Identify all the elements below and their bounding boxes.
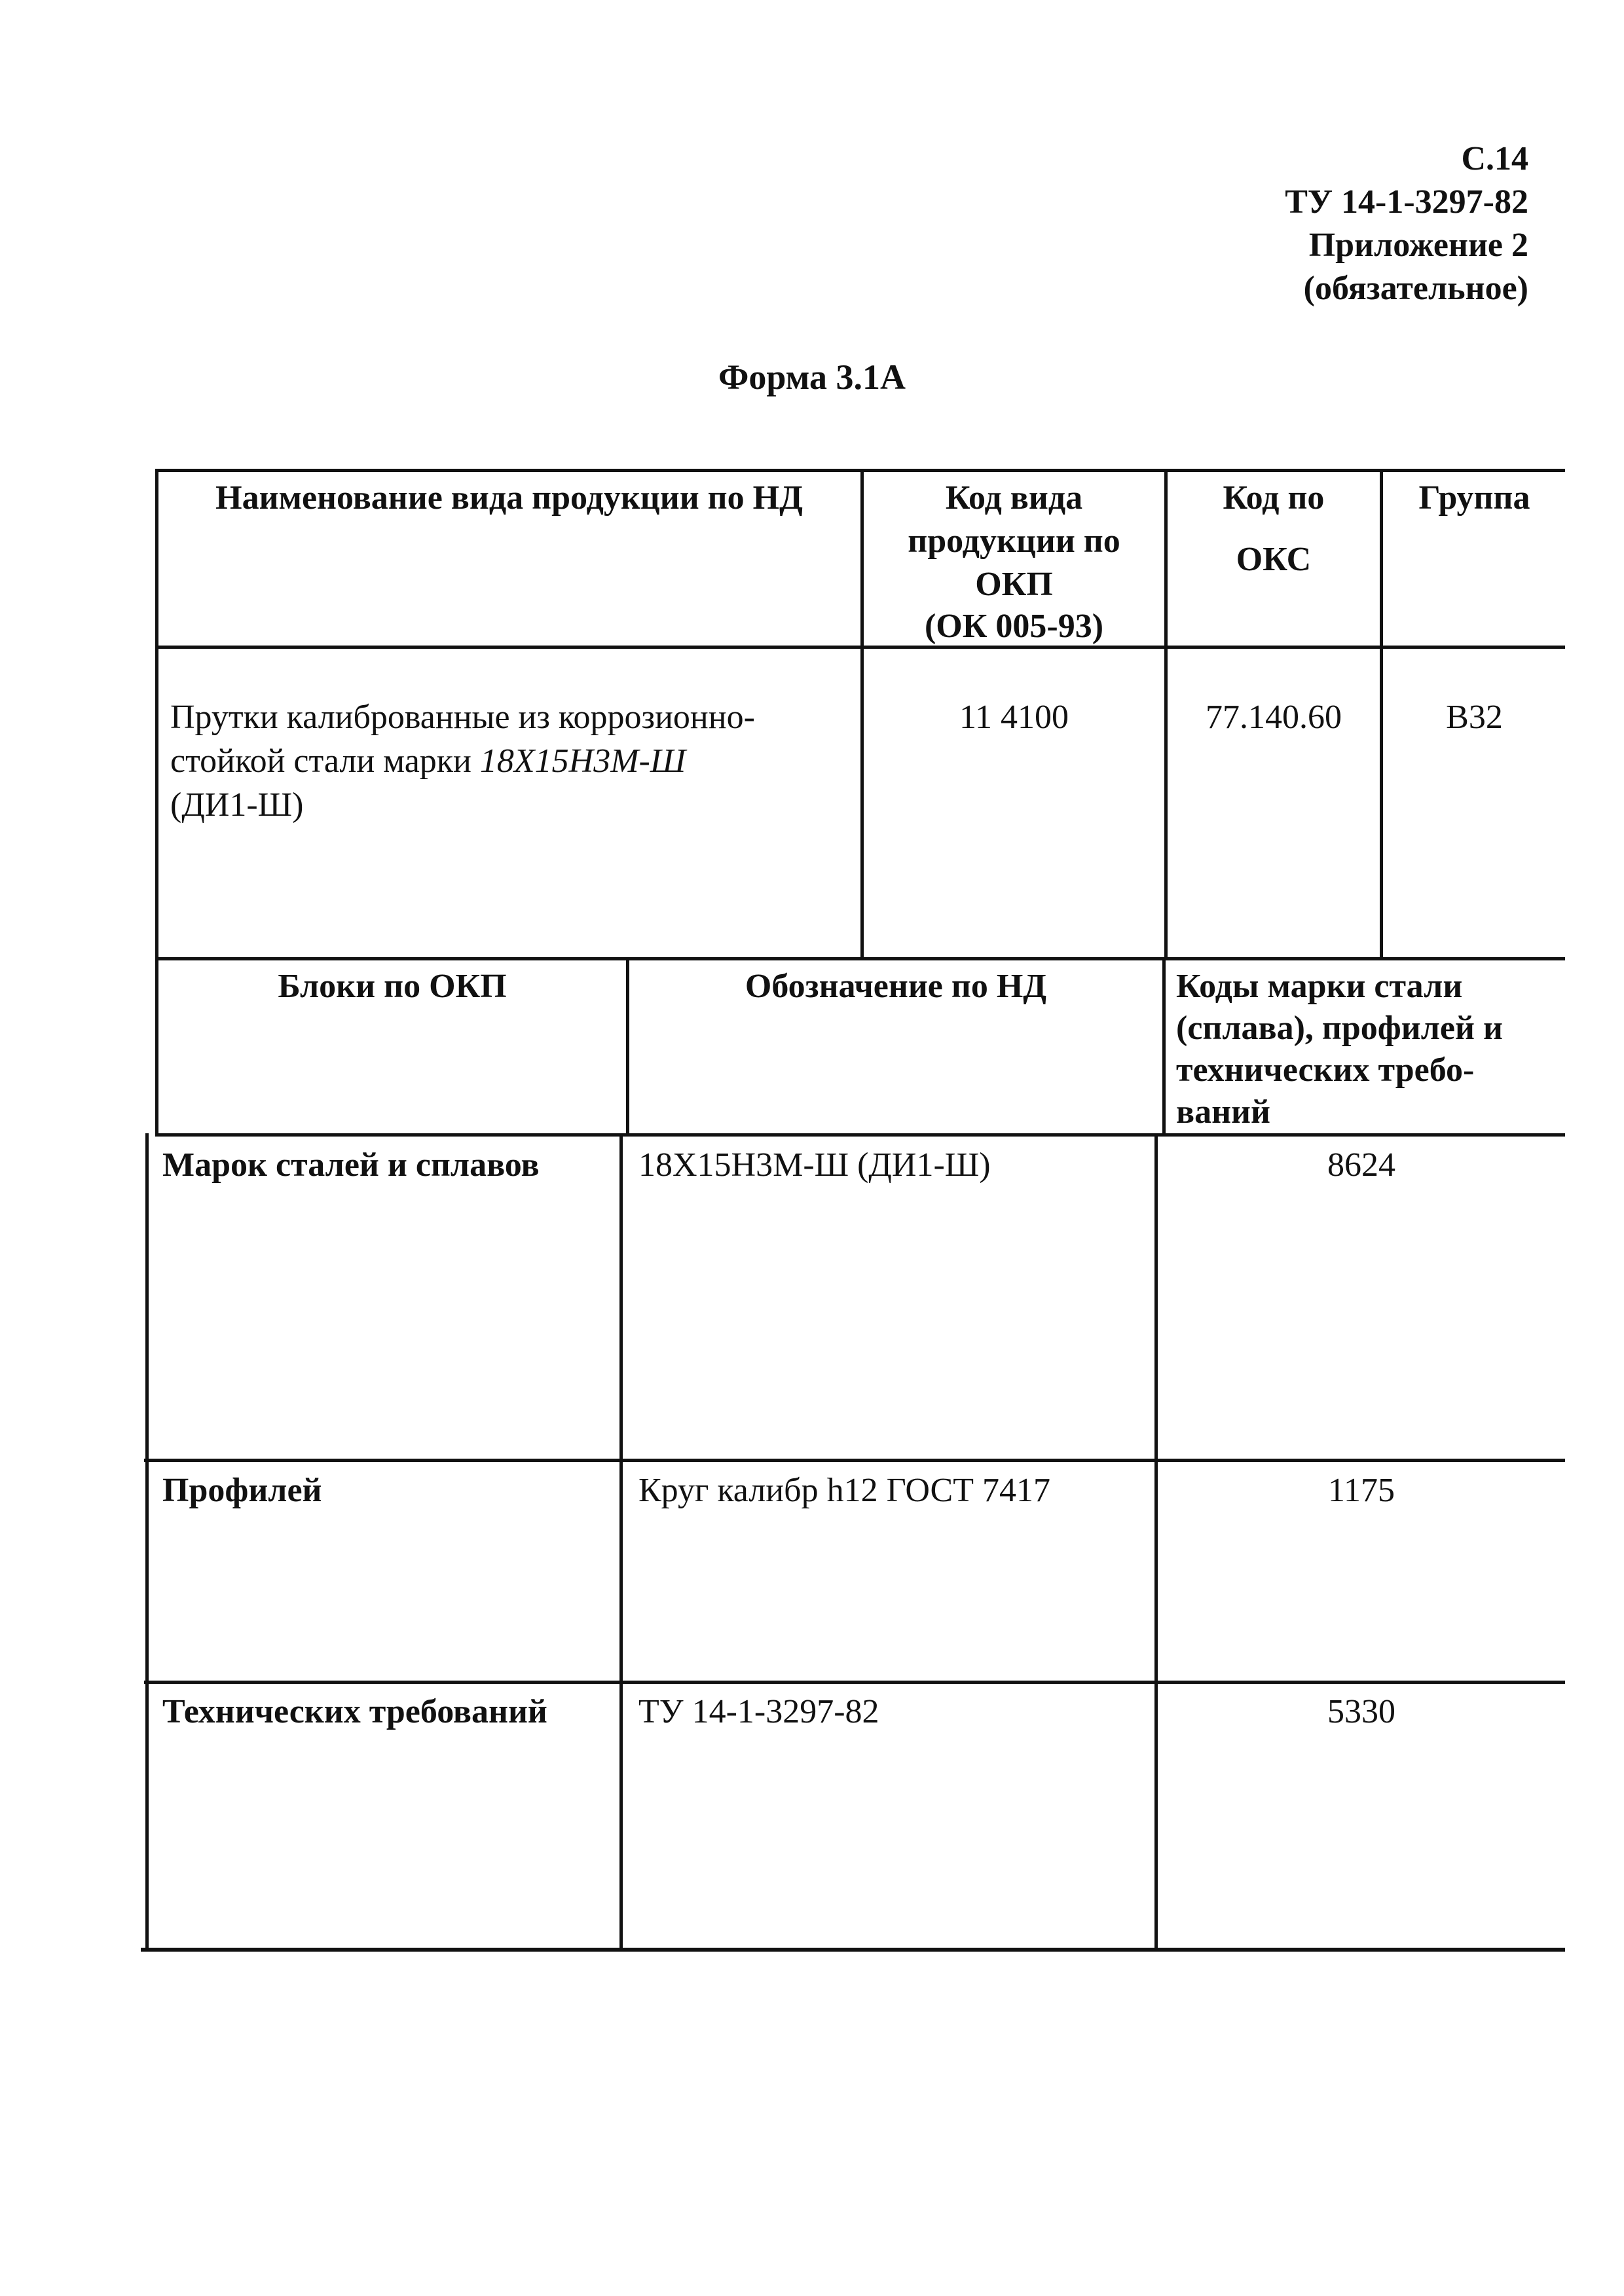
- oks-code: 77.140.60: [1206, 699, 1342, 736]
- header-oks-line1: Код по: [1223, 479, 1325, 517]
- group-code: В32: [1446, 699, 1503, 736]
- header-group: Группа: [1418, 479, 1530, 517]
- appendix-label: Приложение 2: [1308, 227, 1528, 264]
- header-product-name: Наименование вида продукции по НД: [215, 479, 803, 517]
- designation: ТУ 14-1-3297-82: [638, 1693, 879, 1730]
- header-codes-line4: ваний: [1176, 1093, 1270, 1131]
- code: 8624: [1327, 1146, 1395, 1184]
- header-blocks: Блоки по ОКП: [278, 968, 507, 1005]
- code: 1175: [1327, 1472, 1395, 1509]
- product-name-line3: (ДИ1-Ш): [170, 786, 304, 824]
- header-codes-line2: (сплава), профилей и: [1176, 1010, 1503, 1047]
- block-name: Марок сталей и сплавов: [162, 1146, 540, 1184]
- okp-code: 11 4100: [959, 699, 1069, 736]
- designation: Круг калибр h12 ГОСТ 7417: [638, 1472, 1050, 1509]
- header-okp-line2: продукции по: [908, 522, 1120, 560]
- header-designation: Обозначение по НД: [745, 968, 1047, 1005]
- header-okp-line1: Код вида: [945, 479, 1083, 517]
- header-codes-line3: технических требо-: [1176, 1051, 1475, 1089]
- block-name: Профилей: [162, 1472, 322, 1509]
- form-title: Форма 3.1А: [718, 357, 906, 397]
- header-oks-line2: ОКС: [1236, 541, 1312, 578]
- product-name-text: стойкой стали марки: [170, 742, 480, 780]
- designation: 18Х15Н3М-Ш (ДИ1-Ш): [638, 1146, 991, 1184]
- block-name: Технических требований: [162, 1693, 547, 1730]
- header-okp-line3: ОКП: [975, 566, 1053, 603]
- header-okp-line4: (ОК 005-93): [924, 608, 1104, 645]
- document-code: ТУ 14-1-3297-82: [1285, 183, 1528, 221]
- code: 5330: [1327, 1693, 1395, 1730]
- steel-grade: 18Х15Н3М-Ш: [479, 742, 686, 780]
- appendix-type: (обязательное): [1303, 270, 1528, 307]
- product-name-line1: Прутки калиброванные из коррозионно-: [170, 699, 755, 736]
- product-name-line2: [170, 740, 686, 783]
- page-number: С.14: [1461, 140, 1528, 177]
- header-codes-line1: Коды марки стали: [1176, 968, 1463, 1005]
